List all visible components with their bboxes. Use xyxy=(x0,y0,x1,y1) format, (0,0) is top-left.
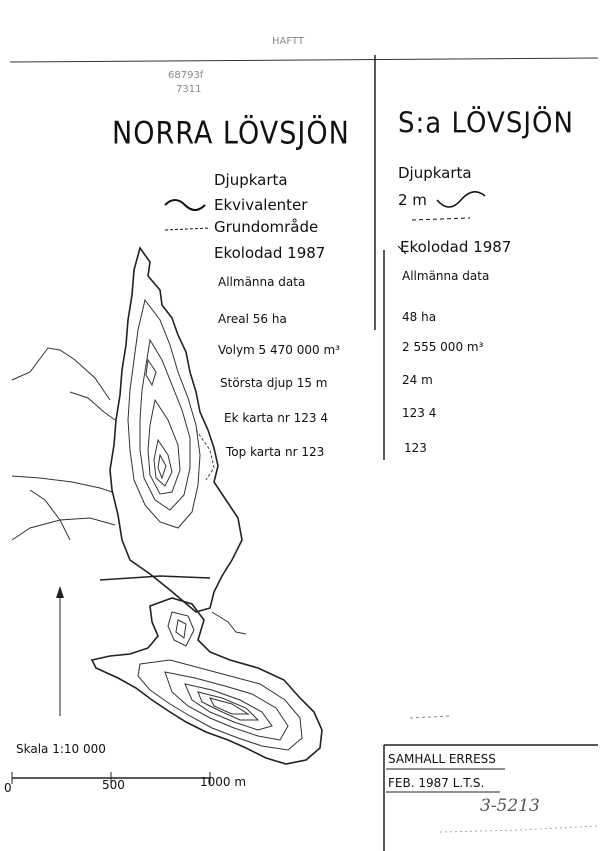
scale-label: Skala 1:10 000 xyxy=(16,742,106,756)
outlet-stream xyxy=(212,612,246,634)
south-contour-3 xyxy=(185,684,272,730)
stamp-handwritten-number: 3-5213 xyxy=(480,796,540,816)
north-topo-map: Top karta nr 123 xyxy=(226,445,325,459)
south-max-depth: 24 m xyxy=(402,373,433,387)
north-lake-shoreline xyxy=(110,248,242,612)
contour-legend-icon-right xyxy=(437,192,485,207)
north-lake-title: NORRA LÖVSJÖN xyxy=(112,116,350,152)
stream-2 xyxy=(70,392,115,420)
north-contour-6 xyxy=(146,360,156,385)
road-2 xyxy=(12,518,115,540)
north-arrow-head-icon xyxy=(56,586,64,598)
shallow-legend-icon-right xyxy=(412,218,470,220)
top-rule xyxy=(10,58,598,62)
south-volume: 2 555 000 m³ xyxy=(402,340,484,354)
north-survey: Ekolodad 1987 xyxy=(214,244,326,262)
north-volume: Volym 5 470 000 m³ xyxy=(218,343,340,357)
road-1 xyxy=(12,476,112,492)
stream-3 xyxy=(30,490,70,540)
north-map-type: Djupkarta xyxy=(214,171,288,189)
south-contour-2 xyxy=(165,672,288,740)
stray-mark xyxy=(410,716,450,718)
north-max-depth: Största djup 15 m xyxy=(220,376,328,390)
north-contour-4 xyxy=(154,440,172,486)
north-ek-map: Ek karta nr 123 4 xyxy=(224,411,328,425)
reference-mark-2: 7311 xyxy=(176,84,202,95)
north-contour-3 xyxy=(148,400,180,494)
scale-label-0: 0 xyxy=(4,781,12,795)
south-map-type: Djupkarta xyxy=(398,164,472,182)
stream-1 xyxy=(12,348,110,400)
stamp-line-2: FEB. 1987 L.T.S. xyxy=(388,776,485,790)
reference-mark-1: 68793f xyxy=(168,70,204,81)
north-general-data: Allmänna data xyxy=(218,275,306,289)
header-scribble: HAFTT xyxy=(272,36,304,47)
south-ek-map: 123 4 xyxy=(402,406,437,420)
south-contour-interval: 2 m xyxy=(398,191,427,209)
legend-contours: Ekvivalenter xyxy=(214,196,308,214)
stamp-scribble xyxy=(440,826,598,832)
south-lake-title: S:a LÖVSJÖN xyxy=(398,107,574,140)
south-contour-6 xyxy=(168,612,194,646)
north-area: Areal 56 ha xyxy=(218,312,287,326)
south-topo-map: 123 xyxy=(404,441,427,455)
north-contour-5 xyxy=(158,455,166,478)
shallow-legend-icon xyxy=(165,228,210,230)
south-area: 48 ha xyxy=(402,310,437,324)
south-contour-7 xyxy=(176,620,186,638)
stamp-line-1: SAMHALL ERRESS xyxy=(388,752,496,766)
south-survey: Ekolodad 1987 xyxy=(400,238,512,256)
contour-legend-icon xyxy=(165,200,205,210)
scale-label-500: 500 xyxy=(102,778,125,792)
legend-shallow: Grundområde xyxy=(214,218,319,236)
scale-label-1000: 1000 m xyxy=(200,775,247,789)
south-general-data: Allmänna data xyxy=(402,269,490,283)
